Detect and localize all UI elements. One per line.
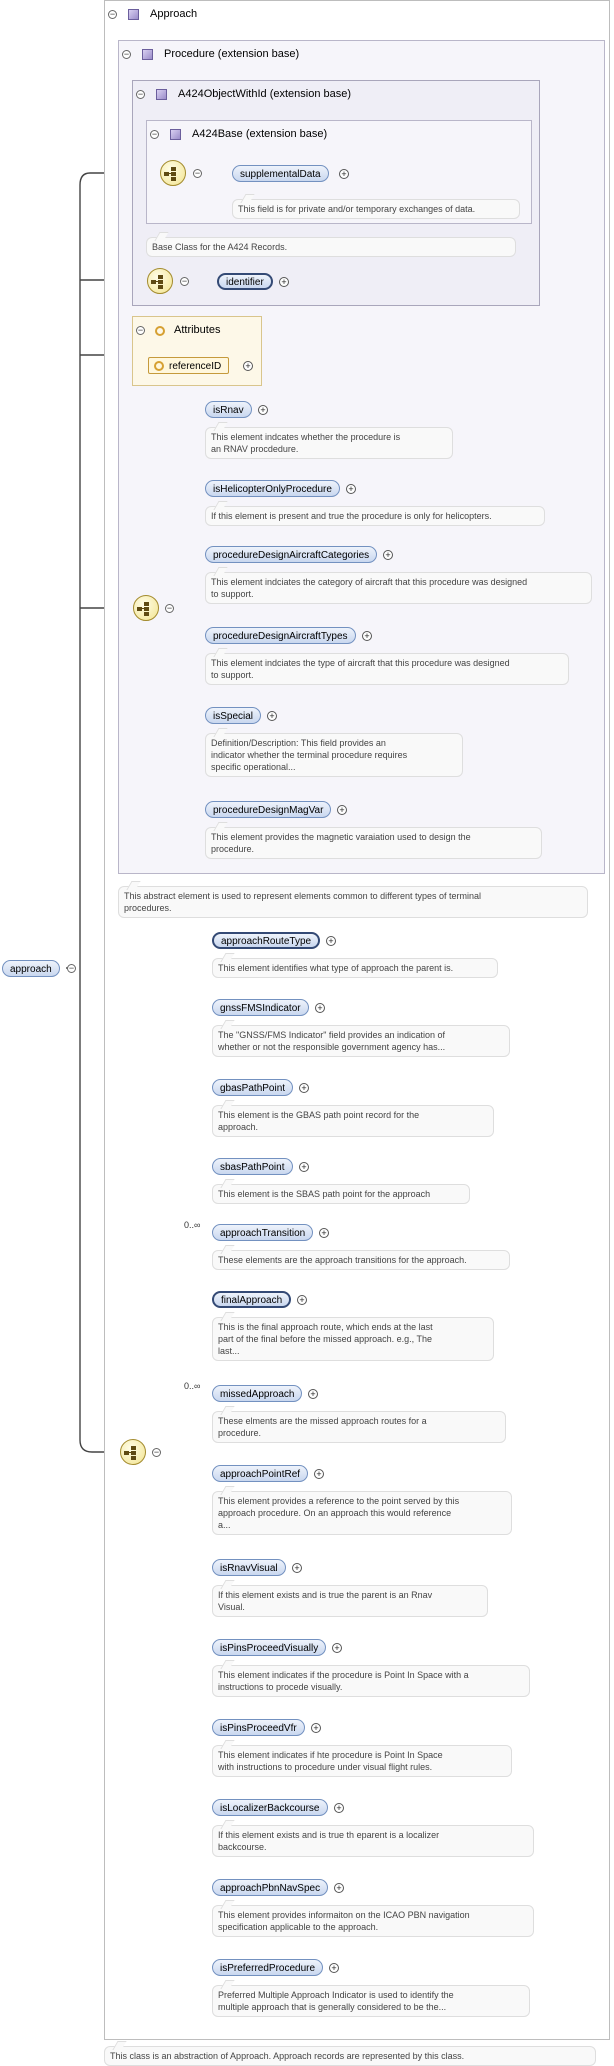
- annotation-line: This is the final approach route, which ends at the last: [218, 1322, 433, 1332]
- annotation-line: This element provides informaiton on the ICAO PBN navigation: [218, 1910, 470, 1920]
- annotation-line: If this element is present and true the procedure is only for helicopters.: [211, 511, 492, 521]
- attribute-icon: [155, 326, 165, 336]
- a424base-title: A424Base (extension base): [192, 128, 328, 140]
- annotation-line: If this element exists and is true the parent is an Rnav: [218, 1590, 433, 1600]
- annotation: [212, 1184, 470, 1204]
- annotation-line: This element indcates whether the procedure is: [211, 432, 401, 442]
- annotation: [212, 958, 498, 978]
- element-approachPointRef[interactable]: approachPointRef: [212, 1465, 308, 1482]
- approach-type-title: Approach: [150, 8, 198, 20]
- annotation: [212, 1317, 494, 1361]
- annotation: [212, 1025, 510, 1057]
- annotation: Base Class for the A424 Records.: [146, 237, 516, 257]
- element-isPreferredProcedure[interactable]: isPreferredProcedure: [212, 1959, 323, 1976]
- annotation-line: approach procedure. On an approach this would reference: [218, 1508, 452, 1518]
- plus-circle-icon[interactable]: +: [258, 405, 268, 415]
- annotation-line: These elements are the approach transitions for the approach.: [218, 1255, 467, 1265]
- element-supplementalData[interactable]: supplementalData: [232, 165, 329, 182]
- element-missedApproach[interactable]: missedApproach: [212, 1385, 302, 1402]
- annotation: [212, 1905, 534, 1937]
- minus-circle-icon[interactable]: −: [123, 49, 130, 59]
- annotation-line: a...: [218, 1520, 231, 1530]
- annotation-line: This element provides the magnetic varaiation used to design the: [211, 832, 471, 842]
- element-gnssFMSIndicator[interactable]: gnssFMSIndicator: [212, 999, 309, 1016]
- annotation: [212, 1745, 512, 1777]
- annotation: [212, 1985, 530, 2017]
- annotation-line: Visual.: [218, 1602, 245, 1612]
- plus-circle-icon[interactable]: +: [337, 805, 347, 815]
- complex-type-icon: [170, 129, 181, 140]
- plus-circle-icon[interactable]: +: [339, 169, 349, 179]
- plus-circle-icon[interactable]: +: [297, 1295, 307, 1305]
- procedure-title: Procedure (extension base): [164, 48, 300, 60]
- attribute-label: referenceID: [169, 361, 222, 372]
- element-procedureDesignAircraftCategories[interactable]: procedureDesignAircraftCategories: [205, 546, 377, 563]
- annotation-line: This element is the SBAS path point for the approach: [218, 1189, 431, 1199]
- element-approachTransition[interactable]: approachTransition: [212, 1224, 313, 1241]
- annotation: [205, 733, 463, 777]
- plus-circle-icon[interactable]: +: [334, 1803, 344, 1813]
- attribute-referenceID[interactable]: [148, 357, 229, 374]
- annotation-line: Definition/Description: This field provides an: [211, 738, 386, 748]
- annotation-line: specific operational...: [211, 762, 296, 772]
- annotation: [205, 427, 453, 459]
- plus-circle-icon[interactable]: +: [346, 484, 356, 494]
- annotation-line: This element is the GBAS path point record for the: [218, 1110, 420, 1120]
- minus-circle-icon[interactable]: −: [181, 276, 188, 286]
- minus-circle-icon[interactable]: −: [153, 1447, 160, 1457]
- plus-circle-icon[interactable]: +: [314, 1469, 324, 1479]
- annotation-line: This abstract element is used to represent elements common to different types of terminal: [124, 891, 482, 901]
- plus-circle-icon[interactable]: +: [308, 1389, 318, 1399]
- annotation-line: an RNAV procdedure.: [211, 444, 299, 454]
- annotation-line: indicator whether the terminal procedure requires: [211, 750, 408, 760]
- annotation: [212, 1411, 506, 1443]
- annotation: [212, 1105, 494, 1137]
- annotation-line: to support.: [211, 670, 254, 680]
- annotation: [212, 1825, 534, 1857]
- annotation-line: This element provides a reference to the point served by this: [218, 1496, 460, 1506]
- plus-circle-icon[interactable]: +: [383, 550, 393, 560]
- annotation-line: whether or not the responsible government agency has...: [218, 1042, 446, 1052]
- annotation-line: procedure.: [218, 1428, 262, 1438]
- plus-circle-icon[interactable]: +: [315, 1003, 325, 1013]
- plus-circle-icon[interactable]: +: [299, 1083, 309, 1093]
- annotation-line: with instructions to procedure under visual flight rules.: [218, 1762, 433, 1772]
- minus-circle-icon[interactable]: −: [137, 325, 144, 335]
- complex-type-icon: [156, 89, 167, 100]
- sequence-compositor-icon[interactable]: [120, 1439, 146, 1465]
- element-isLocalizerBackcourse[interactable]: isLocalizerBackcourse: [212, 1799, 328, 1816]
- complex-type-icon: [128, 9, 139, 20]
- annotation-line: This element identifies what type of approach the parent is.: [218, 963, 454, 973]
- element-isPinsProceedVfr[interactable]: isPinsProceedVfr: [212, 1719, 305, 1736]
- annotation-line: The "GNSS/FMS Indicator" field provides an indication of: [218, 1030, 445, 1040]
- annotation-line: These elments are the missed approach routes for a: [218, 1416, 427, 1426]
- occurrence-label: 0..∞: [184, 1220, 201, 1230]
- attribute-icon: [154, 361, 164, 371]
- element-identifier[interactable]: identifier: [217, 273, 273, 290]
- annotation-line: If this element exists and is true th eparent is a localizer: [218, 1830, 440, 1840]
- plus-circle-icon[interactable]: +: [329, 1963, 339, 1973]
- element-isPinsProceedVisually[interactable]: isPinsProceedVisually: [212, 1639, 326, 1656]
- annotation-line: specification applicable to the approach.: [218, 1922, 379, 1932]
- element-procedureDesignAircraftTypes[interactable]: procedureDesignAircraftTypes: [205, 627, 356, 644]
- plus-circle-icon[interactable]: +: [362, 631, 372, 641]
- annotation: This class is an abstraction of Approach. Approach records are represented by this class.: [104, 2046, 596, 2066]
- annotation-line: part of the final before the missed approach. e.g., The: [218, 1334, 432, 1344]
- element-isHelicopterOnlyProcedure[interactable]: isHelicopterOnlyProcedure: [205, 480, 340, 497]
- occurrence-label: 0..∞: [184, 1381, 201, 1391]
- element-approachRouteType[interactable]: approachRouteType: [212, 932, 320, 949]
- annotation: This field is for private and/or temporary exchanges of data.: [232, 199, 520, 219]
- minus-circle-icon[interactable]: −: [151, 129, 158, 139]
- element-isRnavVisual[interactable]: isRnavVisual: [212, 1559, 286, 1576]
- plus-circle-icon[interactable]: +: [299, 1162, 309, 1172]
- annotation-line: backcourse.: [218, 1842, 267, 1852]
- minus-circle-icon[interactable]: −: [137, 89, 144, 99]
- annotation-line: to support.: [211, 589, 254, 599]
- minus-circle-icon[interactable]: −: [109, 9, 116, 19]
- root-element-approach[interactable]: approach: [2, 960, 60, 977]
- annotation: [212, 1491, 512, 1535]
- element-gbasPathPoint[interactable]: gbasPathPoint: [212, 1079, 293, 1096]
- objectwithid-title: A424ObjectWithId (extension base): [178, 88, 352, 100]
- element-sbasPathPoint[interactable]: sbasPathPoint: [212, 1158, 293, 1175]
- plus-circle-icon[interactable]: +: [332, 1643, 342, 1653]
- annotation: [212, 1665, 530, 1697]
- sequence-compositor-icon[interactable]: [160, 160, 186, 186]
- plus-circle-icon[interactable]: +: [279, 277, 289, 287]
- annotation-line: procedure.: [211, 844, 255, 854]
- annotation: [205, 827, 542, 859]
- annotation: [205, 653, 569, 685]
- minus-circle-icon[interactable]: −: [194, 168, 201, 178]
- plus-circle-icon[interactable]: +: [292, 1563, 302, 1573]
- plus-circle-icon[interactable]: +: [319, 1228, 329, 1238]
- attributes-title: Attributes: [174, 324, 221, 336]
- annotation-line: This element indicates if hte procedure is Point In Space: [218, 1750, 443, 1760]
- minus-circle-icon[interactable]: −: [166, 603, 173, 613]
- annotation-line: Preferred Multiple Approach Indicator is used to identify the: [218, 1990, 454, 2000]
- sequence-compositor-icon[interactable]: [133, 595, 159, 621]
- plus-circle-icon[interactable]: +: [267, 711, 277, 721]
- plus-circle-icon[interactable]: +: [334, 1883, 344, 1893]
- minus-circle-icon[interactable]: −: [68, 963, 75, 973]
- annotation-line: multiple approach that is generally considered to be the...: [218, 2002, 447, 2012]
- annotation-line: This element indciates the category of aircraft that this procedure was designed: [211, 577, 528, 587]
- element-procedureDesignMagVar[interactable]: procedureDesignMagVar: [205, 801, 331, 818]
- annotation: [118, 886, 588, 918]
- annotation-line: approach.: [218, 1122, 259, 1132]
- annotation: [212, 1250, 510, 1270]
- annotation-line: instructions to procede visually.: [218, 1682, 343, 1692]
- annotation-line: This element indicates if the procedure is Point In Space with a: [218, 1670, 469, 1680]
- annotation-line: This element indciates the type of aircraft that this procedure was designed: [211, 658, 510, 668]
- element-isSpecial[interactable]: isSpecial: [205, 707, 261, 724]
- element-approachPbnNavSpec[interactable]: approachPbnNavSpec: [212, 1879, 328, 1896]
- annotation: [205, 572, 592, 604]
- annotation-line: last...: [218, 1346, 240, 1356]
- annotation-line: procedures.: [124, 903, 172, 913]
- element-isRnav[interactable]: isRnav: [205, 401, 252, 418]
- plus-circle-icon[interactable]: +: [243, 361, 253, 371]
- annotation: [212, 1585, 488, 1617]
- sequence-compositor-icon[interactable]: [147, 268, 173, 294]
- element-finalApproach[interactable]: finalApproach: [212, 1291, 291, 1308]
- annotation: [205, 506, 545, 526]
- plus-circle-icon[interactable]: +: [311, 1723, 321, 1733]
- plus-circle-icon[interactable]: +: [326, 936, 336, 946]
- complex-type-icon: [142, 49, 153, 60]
